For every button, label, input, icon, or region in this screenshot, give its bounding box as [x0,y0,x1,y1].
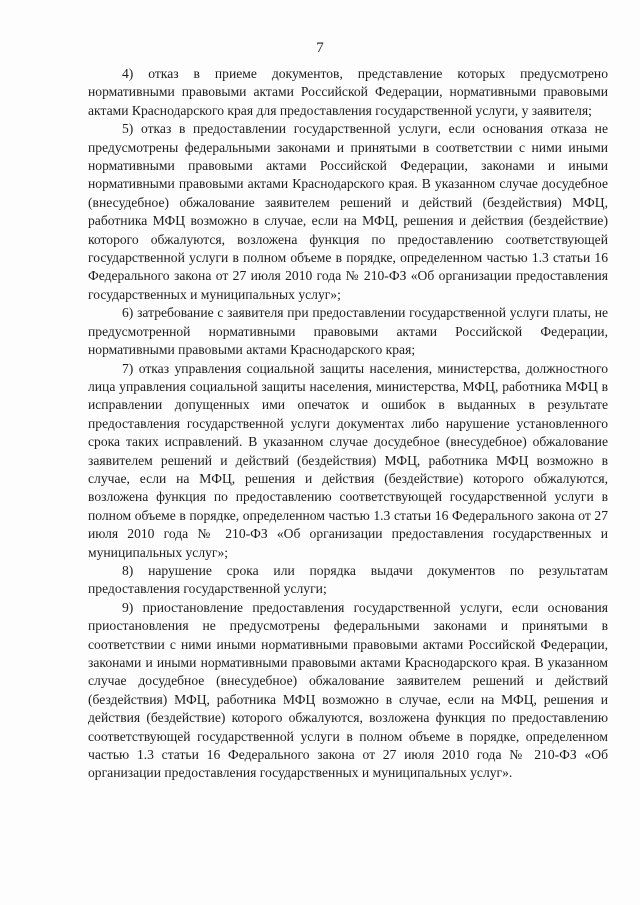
paragraph-item-4: 4) отказ в приеме документов, представление которых предусмотрено нормативными правовыми актами Российской Федерации, нормативными правовыми актами Краснодарского края для предоставления государственной услуги, у заявителя; [88,66,608,118]
page-number: 7 [316,40,324,56]
paragraph-item-5: 5) отказ в предоставлении государственной услуги, если основания отказа не предусмотрены федеральными законами и принятыми в соответствии с ними иными нормативными правовыми актами Российской Федерации, законами и иными нормативными правовыми актами Краснодарского края. В указанном случае досудебное (внесудебное) обжалование заявителем решений и действий (бездействия) МФЦ, работника МФЦ возможно в случае, если на МФЦ, решения и действия (бездействие) которого обжалуются, возложена функция по предоставлению соответствующей государственной услуги в полном объеме в порядке, определенном частью 1.3 статьи 16 Федерального закона от 27 июля 2010 года № 210-ФЗ «Об организации предоставления государственных и муниципальных услуг»; [88,121,608,302]
paragraph-item-6: 6) затребование с заявителя при предоставлении государственной услуги платы, не предусмотренной нормативными правовыми актами Российской Федерации, нормативными правовыми актами Краснодарского края; [88,305,608,358]
paragraph-item-7: 7) отказ управления социальной защиты населения, министерства, должностного лица управления социальной защиты населения, министерства, МФЦ, работника МФЦ в исправлении допущенных ими опечаток и ошибок в выданных в результате предоставления государственной услуги документах либо нарушение установленного срока таких исправлений. В указанном случае досудебное (внесудебное) обжалование заявителем решений и действий (бездействия) МФЦ, работника МФЦ возможно в случае, если на МФЦ, решения и действия (бездействие) которого обжалуются, возложена функция по предоставлению соответствующей государственной услуги в полном объеме в порядке, определенном частью 1.3 статьи 16 Федерального закона от 27 июля 2010 года № 210-ФЗ «Об организации предоставления государственных и муниципальных услуг»; [88,360,608,560]
paragraph-item-9: 9) приостановление предоставления государственной услуги, если основания приостановления не предусмотрены федеральными законами и принятыми в соответствии с ними иными нормативными правовыми актами Российской Федерации, законами и иными нормативными правовыми актами Краснодарского края. В указанном случае досудебное (внесудебное) обжалование заявителем решений и действий (бездействия) МФЦ, работника МФЦ возможно в случае, если на МФЦ, решения и действия (бездействие) которого обжалуются, возложена функция по предоставлению соответствующей государственной услуги в полном объеме в порядке, определенном частью 1.3 статьи 16 Федерального закона от 27 июля 2010 года № 210-ФЗ «Об организации предоставления государственных и муниципальных услуг». [88,599,608,781]
paragraph-item-8: 8) нарушение срока или порядка выдачи документов по результатам предоставления государственной услуги; [88,562,608,597]
document-body [88,65,608,783]
